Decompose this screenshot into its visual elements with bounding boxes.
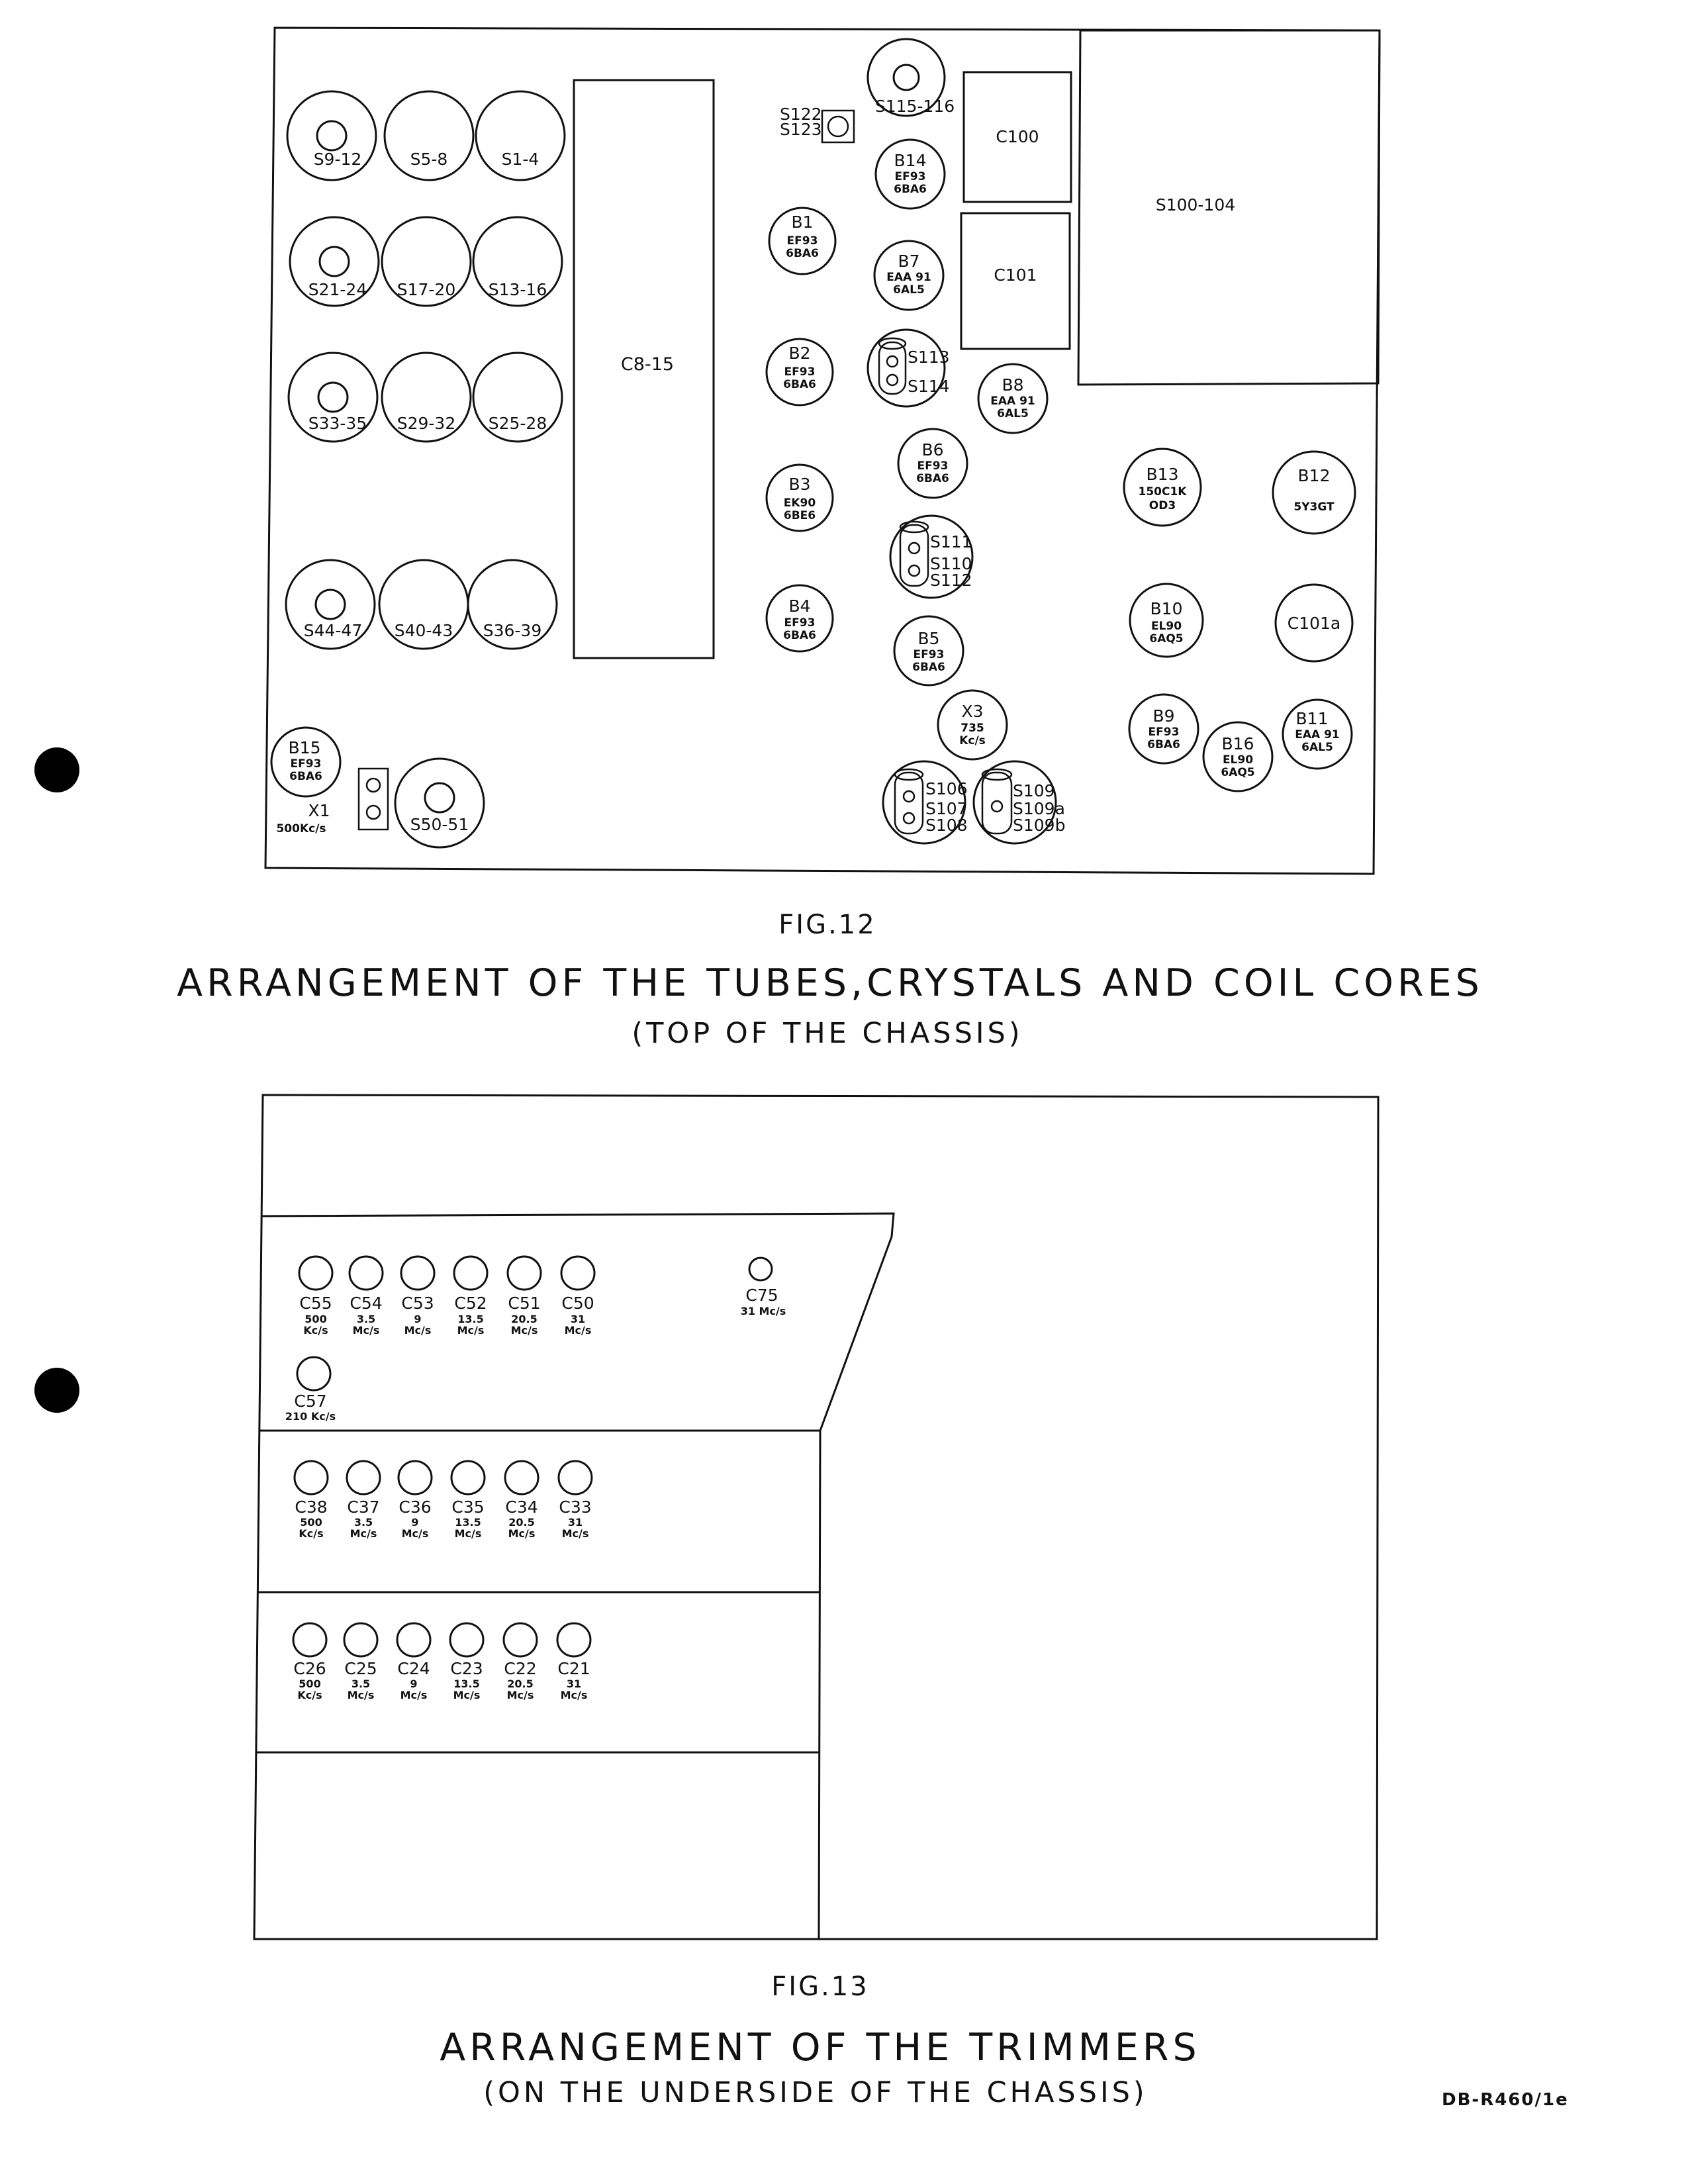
coil-core-label: S9-12 bbox=[313, 150, 362, 169]
tube-b12 bbox=[1273, 451, 1355, 534]
tube-b8 bbox=[978, 364, 1047, 433]
c101-label: C101 bbox=[994, 265, 1037, 285]
trimmer-label: C21 bbox=[557, 1659, 590, 1678]
coil-core-label: S13-16 bbox=[488, 280, 547, 299]
trimmer-unit: Mc/s bbox=[352, 1324, 380, 1337]
coil-s111-s110-s112 bbox=[890, 516, 972, 598]
coil-core-label: S33-35 bbox=[308, 414, 367, 433]
s100-104-label: S100-104 bbox=[1155, 195, 1236, 214]
fig12-label: FIG.12 bbox=[778, 910, 876, 940]
coil-core-label: S115-116 bbox=[874, 97, 955, 116]
coil-core-label: S21-24 bbox=[308, 280, 367, 299]
coil-core-s13-16 bbox=[473, 217, 562, 306]
tube-b9 bbox=[1129, 694, 1198, 763]
trimmer-c21 bbox=[557, 1623, 590, 1701]
tube-type: 5Y3GT bbox=[1293, 500, 1335, 514]
tube-b2 bbox=[767, 339, 833, 405]
tube-alt: OD3 bbox=[1149, 499, 1176, 512]
tube-type: EF93 bbox=[917, 459, 949, 473]
trimmer-unit: Mc/s bbox=[564, 1324, 592, 1337]
trimmer-unit: Mc/s bbox=[404, 1324, 432, 1337]
coil-label: S110 bbox=[930, 554, 972, 573]
coil-label: S109b bbox=[1013, 816, 1066, 835]
tube-b7 bbox=[874, 241, 943, 310]
tube-label: B3 bbox=[788, 475, 811, 494]
binder-hole-upper bbox=[34, 747, 79, 792]
trimmer-label: C36 bbox=[399, 1497, 432, 1517]
tube-label: B15 bbox=[288, 738, 321, 757]
trimmer-value: 13.5 bbox=[455, 1516, 481, 1529]
trimmer-unit: Kc/s bbox=[303, 1324, 328, 1337]
x3-freq: 735 bbox=[961, 722, 984, 735]
coil-core-label: S17-20 bbox=[397, 280, 456, 299]
trimmer-unit: Mc/s bbox=[400, 1689, 428, 1701]
trimmer-unit: Kc/s bbox=[297, 1689, 322, 1701]
tube-b14 bbox=[876, 140, 945, 209]
tube-type: EL90 bbox=[1222, 753, 1254, 767]
fig12-diagram bbox=[265, 28, 1380, 874]
tube-alt: 6BA6 bbox=[894, 183, 927, 196]
trimmer-value: 31 bbox=[570, 1313, 586, 1325]
trimmer-label: C51 bbox=[508, 1294, 541, 1313]
tube-type: EF93 bbox=[784, 365, 816, 379]
trimmer-row-3 bbox=[293, 1623, 590, 1701]
tube-b1 bbox=[769, 208, 835, 274]
trimmer-c53 bbox=[401, 1257, 434, 1337]
trimmer-label: C22 bbox=[504, 1659, 537, 1678]
trimmer-c23 bbox=[450, 1623, 483, 1701]
trimmer-value: 9 bbox=[410, 1678, 418, 1690]
trimmer-unit: Mc/s bbox=[454, 1527, 482, 1540]
crystal-x3 bbox=[938, 690, 1007, 759]
x1-label: X1 bbox=[308, 801, 330, 820]
s122-label: S122 bbox=[780, 105, 822, 124]
tube-alt: 6BA6 bbox=[289, 770, 322, 783]
tube-type: EF93 bbox=[1148, 726, 1180, 739]
trimmer-label: C35 bbox=[451, 1497, 485, 1517]
trimmer-value: 3.5 bbox=[356, 1313, 376, 1325]
trimmer-c57 bbox=[285, 1357, 336, 1423]
tube-type: EAA 91 bbox=[990, 395, 1035, 408]
trimmer-c24 bbox=[397, 1623, 430, 1701]
trimmer-row-2 bbox=[295, 1461, 592, 1540]
tube-b5 bbox=[894, 616, 963, 685]
coil-core-label: S50-51 bbox=[410, 815, 469, 834]
trimmer-value: 13.5 bbox=[453, 1678, 480, 1690]
coil-core-s25-28 bbox=[473, 353, 562, 442]
trimmer-value: 20.5 bbox=[508, 1516, 535, 1529]
tube-b11 bbox=[1283, 700, 1352, 769]
coil-core-s21-24 bbox=[290, 217, 379, 306]
trimmer-label: C53 bbox=[401, 1294, 434, 1313]
coil-core-s33-35 bbox=[289, 353, 377, 442]
tube-label: B12 bbox=[1297, 466, 1331, 485]
coil-label: S114 bbox=[908, 377, 950, 396]
trimmer-unit: Mc/s bbox=[347, 1689, 375, 1701]
coil-core-label: S5-8 bbox=[410, 150, 448, 169]
tube-alt: 6AL5 bbox=[997, 407, 1029, 420]
fig13-label: FIG.13 bbox=[771, 1971, 869, 2002]
binder-hole-lower bbox=[34, 1368, 79, 1413]
trimmer-value: 500 bbox=[300, 1516, 322, 1529]
coil-core-label: S44-47 bbox=[303, 621, 363, 640]
trimmer-c34 bbox=[505, 1461, 538, 1540]
trimmer-unit: Mc/s bbox=[453, 1689, 481, 1701]
tube-b16 bbox=[1203, 722, 1272, 791]
tube-alt: 6BE6 bbox=[783, 509, 816, 522]
coil-label: S109 bbox=[1013, 781, 1055, 800]
fig13-subtitle: (ON THE UNDERSIDE OF THE CHASSIS) bbox=[483, 2076, 1148, 2109]
trimmer-value: 500 bbox=[299, 1678, 321, 1690]
trimmer-c75 bbox=[741, 1258, 786, 1317]
trimmer-label: C37 bbox=[347, 1497, 380, 1517]
c57-label: C57 bbox=[294, 1392, 327, 1411]
trimmer-value: 9 bbox=[411, 1516, 419, 1529]
tube-type: EAA 91 bbox=[1295, 728, 1340, 741]
trimmer-unit: Mc/s bbox=[457, 1324, 485, 1337]
coil-core-s115-116 bbox=[868, 39, 955, 116]
tube-label: B2 bbox=[788, 344, 811, 363]
tube-label: B8 bbox=[1002, 375, 1024, 395]
trimmer-value: 3.5 bbox=[351, 1678, 371, 1690]
tube-type: EF93 bbox=[784, 616, 816, 630]
tube-b6 bbox=[898, 429, 967, 498]
capacitor-c101a bbox=[1276, 585, 1352, 661]
tube-alt: 6AL5 bbox=[893, 283, 925, 297]
tube-alt: 6BA6 bbox=[786, 247, 819, 260]
tube-type: EK90 bbox=[783, 497, 816, 510]
trimmer-label: C38 bbox=[295, 1497, 328, 1517]
tube-b3 bbox=[767, 465, 833, 531]
trimmer-unit: Mc/s bbox=[510, 1324, 538, 1337]
coil-label: S107 bbox=[925, 799, 968, 818]
coil-label: S111 bbox=[930, 532, 972, 551]
trimmer-c54 bbox=[350, 1257, 383, 1337]
coil-core-s5-8 bbox=[385, 91, 473, 180]
trimmer-label: C26 bbox=[293, 1659, 326, 1678]
fig13-title: ARRANGEMENT OF THE TRIMMERS bbox=[440, 2026, 1201, 2069]
trimmer-value: 13.5 bbox=[457, 1313, 484, 1325]
trimmer-label: C52 bbox=[454, 1294, 487, 1313]
switch-s122-s123 bbox=[780, 105, 854, 142]
trimmer-value: 3.5 bbox=[353, 1516, 373, 1529]
trimmer-c38 bbox=[295, 1461, 328, 1540]
trimmer-row-1 bbox=[299, 1257, 594, 1337]
trimmer-unit: Mc/s bbox=[561, 1527, 589, 1540]
c75-label: C75 bbox=[745, 1286, 778, 1305]
tube-label: B5 bbox=[917, 629, 940, 648]
trimmer-value: 31 bbox=[567, 1516, 583, 1529]
coil-core-label: S36-39 bbox=[483, 621, 542, 640]
coil-core-s9-12 bbox=[287, 91, 376, 180]
coil-label: S113 bbox=[908, 348, 950, 367]
tube-type: EL90 bbox=[1150, 620, 1182, 633]
trimmer-unit: Mc/s bbox=[401, 1527, 429, 1540]
fig12-title: ARRANGEMENT OF THE TUBES,CRYSTALS AND COIL CORES bbox=[177, 961, 1483, 1005]
trimmer-label: C34 bbox=[505, 1497, 538, 1517]
trimmer-c50 bbox=[561, 1257, 594, 1337]
tube-label: B4 bbox=[788, 596, 811, 616]
tube-alt: 6BA6 bbox=[912, 661, 945, 674]
trimmer-c26 bbox=[293, 1623, 326, 1701]
trimmer-value: 20.5 bbox=[511, 1313, 538, 1325]
tube-alt: 6BA6 bbox=[916, 472, 949, 485]
trimmer-unit: Mc/s bbox=[560, 1689, 588, 1701]
trimmer-label: C54 bbox=[350, 1294, 383, 1313]
c75-freq: 31 Mc/s bbox=[740, 1305, 786, 1317]
trimmer-c35 bbox=[451, 1461, 485, 1540]
coil-core-s36-39 bbox=[468, 560, 557, 649]
trimmer-c37 bbox=[347, 1461, 380, 1540]
c57-freq: 210 Kc/s bbox=[285, 1410, 336, 1423]
tube-label: B6 bbox=[921, 440, 944, 459]
tube-alt: 6AQ5 bbox=[1149, 632, 1184, 645]
coil-label: S109a bbox=[1013, 799, 1065, 818]
trimmer-unit: Kc/s bbox=[299, 1527, 324, 1540]
coil-core-label: S40-43 bbox=[394, 621, 453, 640]
tube-b4 bbox=[767, 585, 833, 651]
tube-alt: 6BA6 bbox=[783, 629, 816, 642]
fig13-chassis-outline bbox=[254, 1095, 1378, 1939]
coil-core-s29-32 bbox=[382, 353, 471, 442]
trimmer-unit: Mc/s bbox=[506, 1689, 534, 1701]
trimmer-unit: Mc/s bbox=[350, 1527, 377, 1540]
coil-core-s17-20 bbox=[382, 217, 471, 306]
fig12-subtitle: (TOP OF THE CHASSIS) bbox=[632, 1017, 1023, 1050]
trimmer-label: C55 bbox=[299, 1294, 332, 1313]
tube-type: EAA 91 bbox=[886, 271, 931, 284]
tube-label: B14 bbox=[894, 151, 927, 170]
tube-b15 bbox=[271, 728, 340, 796]
document-id: DB-R460/1e bbox=[1442, 2090, 1569, 2110]
coil-s109-s109a-s109b bbox=[974, 761, 1065, 843]
trimmer-label: C25 bbox=[344, 1659, 377, 1678]
trimmer-unit: Mc/s bbox=[508, 1527, 536, 1540]
tube-label: B16 bbox=[1221, 734, 1254, 753]
trimmer-c33 bbox=[559, 1461, 592, 1540]
tube-alt: 6BA6 bbox=[783, 378, 816, 391]
trimmer-c55 bbox=[299, 1257, 332, 1337]
trimmer-value: 20.5 bbox=[507, 1678, 534, 1690]
coil-core-s40-43 bbox=[379, 560, 468, 649]
trimmer-label: C23 bbox=[450, 1659, 483, 1678]
trimmer-label: C33 bbox=[559, 1497, 592, 1517]
tube-label: B9 bbox=[1152, 706, 1175, 726]
coil-label: S106 bbox=[925, 779, 968, 798]
trimmer-c51 bbox=[508, 1257, 541, 1337]
trimmer-value: 31 bbox=[566, 1678, 582, 1690]
tube-b10 bbox=[1130, 584, 1203, 657]
tube-type: 150C1K bbox=[1138, 485, 1187, 499]
c100-label: C100 bbox=[996, 127, 1039, 146]
tube-label: B7 bbox=[898, 252, 920, 271]
tube-alt: 6AL5 bbox=[1301, 741, 1333, 754]
tube-type: EF93 bbox=[290, 757, 322, 771]
x1-freq: 500Kc/s bbox=[276, 822, 326, 835]
trimmer-value: 9 bbox=[414, 1313, 422, 1325]
coil-core-s50-51 bbox=[395, 759, 484, 847]
tube-type: EF93 bbox=[894, 170, 926, 183]
coil-core-s1-4 bbox=[476, 91, 565, 180]
tube-label: B10 bbox=[1150, 599, 1183, 618]
coil-label: S108 bbox=[925, 816, 968, 835]
coil-label: S112 bbox=[930, 571, 972, 590]
x3-unit: Kc/s bbox=[959, 734, 986, 747]
c101a-label: C101a bbox=[1287, 614, 1341, 633]
tube-label: B13 bbox=[1146, 465, 1179, 484]
coil-core-s44-47 bbox=[286, 560, 375, 649]
trimmer-c52 bbox=[454, 1257, 487, 1337]
coil-core-label: S29-32 bbox=[397, 414, 456, 433]
trimmer-c22 bbox=[504, 1623, 537, 1701]
tube-type: EF93 bbox=[913, 648, 945, 661]
fig13-diagram bbox=[254, 1095, 1378, 1939]
coil-s106-s107-s108 bbox=[883, 761, 968, 843]
trimmer-c25 bbox=[344, 1623, 377, 1701]
tube-alt: 6AQ5 bbox=[1221, 766, 1255, 779]
tube-type: EF93 bbox=[786, 234, 818, 248]
coil-core-label: S25-28 bbox=[488, 414, 547, 433]
s123-label: S123 bbox=[780, 120, 822, 139]
tube-alt: 6BA6 bbox=[1147, 738, 1180, 751]
coil-core-label: S1-4 bbox=[501, 150, 539, 169]
coil-s113-s114 bbox=[868, 330, 950, 406]
trimmer-label: C50 bbox=[561, 1294, 594, 1313]
c8-15-label: C8-15 bbox=[620, 354, 675, 375]
trimmer-label: C24 bbox=[397, 1659, 430, 1678]
trimmer-c36 bbox=[399, 1461, 432, 1540]
trimmer-value: 500 bbox=[305, 1313, 327, 1325]
tube-b13 bbox=[1124, 449, 1201, 526]
tube-label: B11 bbox=[1295, 709, 1329, 728]
tube-label: B1 bbox=[791, 213, 814, 232]
x3-label: X3 bbox=[961, 702, 984, 721]
